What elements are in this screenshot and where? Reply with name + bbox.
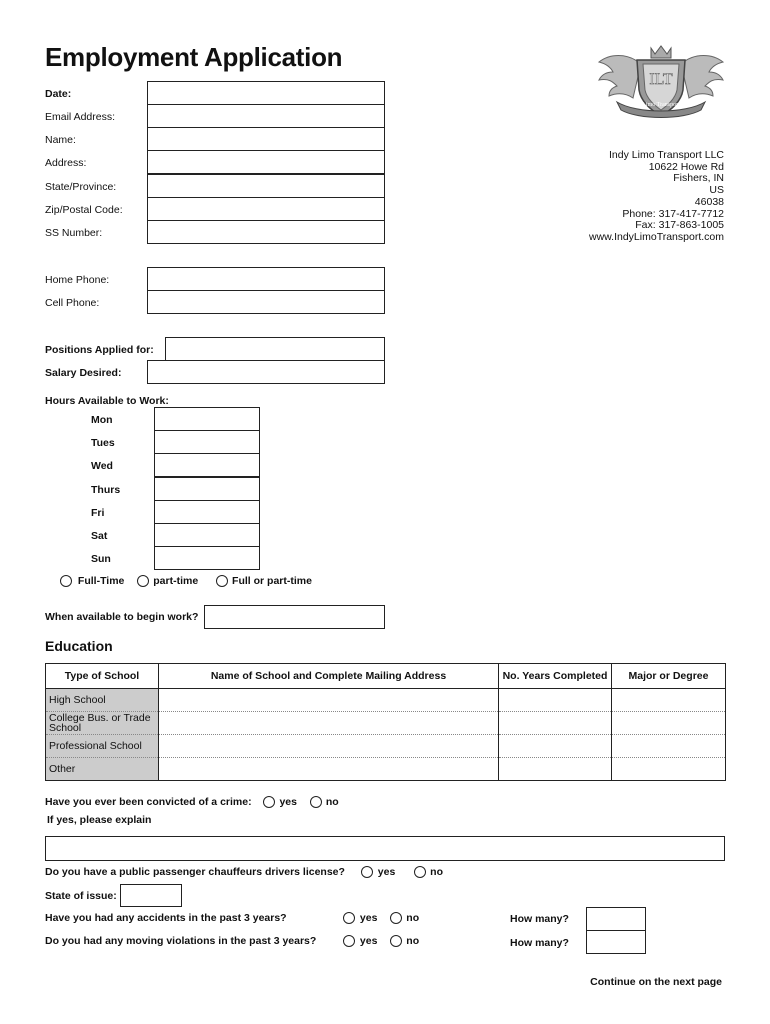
violations-how-many-label: How many?	[510, 937, 569, 949]
table-row	[46, 735, 726, 758]
accidents-yes-radio[interactable]	[343, 912, 355, 924]
continue-note: Continue on the next page	[590, 976, 722, 988]
date-field[interactable]	[147, 81, 385, 105]
col-school-name: Name of School and Complete Mailing Address	[159, 664, 499, 689]
license-question-row	[45, 866, 443, 878]
company-street: 10622 Howe Rd	[648, 160, 724, 173]
violations-yes-label: yes	[359, 935, 378, 947]
education-heading: Education	[45, 638, 113, 654]
state-of-issue-label: State of issue:	[45, 890, 117, 902]
school-name-cell[interactable]	[159, 712, 499, 735]
accidents-how-many-label: How many?	[510, 913, 569, 925]
positions-field[interactable]	[165, 337, 385, 361]
license-yes-radio[interactable]	[361, 866, 373, 878]
years-cell[interactable]	[499, 712, 612, 735]
day-label-wed: Wed	[91, 460, 113, 472]
page-title: Employment Application	[45, 42, 343, 72]
tues-hours-field[interactable]	[154, 430, 260, 454]
home-phone-field[interactable]	[147, 267, 385, 291]
table-row	[46, 758, 726, 781]
salary-label: Salary Desired:	[45, 367, 122, 379]
table-row	[46, 712, 726, 735]
crime-question: Have you ever been convicted of a crime:	[45, 796, 252, 808]
school-type-cell: College Bus. or Trade School	[46, 712, 159, 735]
email-field[interactable]	[147, 104, 385, 128]
accidents-no-radio[interactable]	[390, 912, 402, 924]
logo-subtext: Limo Transport	[642, 102, 680, 108]
begin-work-field[interactable]	[204, 605, 385, 629]
fri-hours-field[interactable]	[154, 500, 260, 524]
crime-no-radio[interactable]	[310, 796, 322, 808]
company-info	[589, 150, 724, 244]
address-label: Address:	[45, 157, 87, 169]
hours-label: Hours Available to Work:	[45, 395, 169, 407]
violations-yes-radio[interactable]	[343, 935, 355, 947]
school-type-cell: Professional School	[46, 735, 159, 758]
positions-label: Positions Applied for:	[45, 344, 154, 356]
crime-explain-field[interactable]	[45, 836, 725, 861]
education-table	[45, 663, 726, 781]
col-major-degree: Major or Degree	[612, 664, 726, 689]
table-row	[46, 689, 726, 712]
company-website: www.IndyLimoTransport.com	[589, 230, 724, 243]
company-name: Indy Limo Transport LLC	[609, 149, 724, 161]
crime-explain-label: If yes, please explain	[47, 814, 152, 826]
ss-label: SS Number:	[45, 227, 103, 239]
company-city: Fishers, IN	[673, 172, 724, 185]
crime-yes-label: yes	[279, 796, 297, 808]
cell-phone-label: Cell Phone:	[45, 297, 100, 309]
degree-cell[interactable]	[612, 758, 726, 781]
cell-phone-field[interactable]	[147, 290, 385, 314]
begin-work-label: When available to begin work?	[45, 611, 199, 623]
sat-hours-field[interactable]	[154, 523, 260, 547]
license-yes-label: yes	[377, 866, 396, 878]
company-logo	[597, 44, 725, 120]
accidents-question: Have you had any accidents in the past 3 years?	[45, 912, 287, 924]
license-no-label: no	[430, 866, 443, 878]
thurs-hours-field[interactable]	[154, 477, 260, 501]
degree-cell[interactable]	[612, 689, 726, 712]
ss-field[interactable]	[147, 220, 385, 244]
full-time-label: Full-Time	[77, 575, 125, 587]
zip-field[interactable]	[147, 197, 385, 221]
part-time-label: part-time	[153, 575, 199, 587]
day-label-sun: Sun	[91, 553, 111, 565]
part-time-radio[interactable]	[137, 575, 149, 587]
day-label-thurs: Thurs	[91, 484, 121, 496]
violations-options	[343, 935, 419, 947]
degree-cell[interactable]	[612, 735, 726, 758]
day-label-tues: Tues	[91, 437, 115, 449]
zip-label: Zip/Postal Code:	[45, 204, 123, 216]
accidents-count-field[interactable]	[586, 907, 646, 931]
col-type-of-school: Type of School	[46, 664, 159, 689]
wed-hours-field[interactable]	[154, 453, 260, 477]
company-country: US	[709, 184, 724, 197]
violations-question: Do you had any moving violations in the past 3 years?	[45, 935, 317, 947]
day-label-fri: Fri	[91, 507, 105, 519]
name-field[interactable]	[147, 127, 385, 151]
email-label: Email Address:	[45, 111, 116, 123]
license-question: Do you have a public passenger chauffeurs drivers license?	[45, 866, 345, 878]
salary-field[interactable]	[147, 360, 385, 384]
school-type-cell: High School	[46, 689, 159, 712]
years-cell[interactable]	[499, 689, 612, 712]
violations-count-field[interactable]	[586, 930, 646, 954]
years-cell[interactable]	[499, 758, 612, 781]
crime-no-label: no	[325, 796, 339, 808]
accidents-yes-label: yes	[359, 912, 378, 924]
school-name-cell[interactable]	[159, 758, 499, 781]
violations-no-label: no	[406, 935, 420, 947]
date-label: Date:	[45, 88, 72, 100]
degree-cell[interactable]	[612, 712, 726, 735]
company-phone: Phone: 317-417-7712	[622, 207, 724, 220]
day-label-sat: Sat	[91, 530, 108, 542]
crime-question-row	[45, 796, 339, 808]
employment-type-options	[60, 575, 312, 587]
full-or-part-time-label: Full or part-time	[232, 575, 312, 587]
license-no-radio[interactable]	[414, 866, 426, 878]
full-or-part-time-radio[interactable]	[216, 575, 228, 587]
address-field[interactable]	[147, 150, 385, 174]
school-name-cell[interactable]	[159, 735, 499, 758]
school-type-cell: Other	[46, 758, 159, 781]
state-label: State/Province:	[45, 181, 117, 193]
day-label-mon: Mon	[91, 414, 113, 426]
accidents-no-label: no	[406, 912, 420, 924]
full-time-radio[interactable]	[60, 575, 72, 587]
accidents-options	[343, 912, 419, 924]
state-of-issue-field[interactable]	[120, 884, 182, 907]
name-label: Name:	[45, 134, 76, 146]
col-years-completed: No. Years Completed	[499, 664, 612, 689]
state-field[interactable]	[147, 174, 385, 198]
company-zip: 46038	[694, 195, 724, 208]
home-phone-label: Home Phone:	[45, 274, 110, 286]
crime-yes-radio[interactable]	[263, 796, 275, 808]
logo-text: ILT	[649, 71, 673, 88]
mon-hours-field[interactable]	[154, 407, 260, 431]
violations-no-radio[interactable]	[390, 935, 402, 947]
years-cell[interactable]	[499, 735, 612, 758]
school-name-cell[interactable]	[159, 689, 499, 712]
sun-hours-field[interactable]	[154, 546, 260, 570]
company-fax: Fax: 317-863-1005	[635, 219, 724, 232]
